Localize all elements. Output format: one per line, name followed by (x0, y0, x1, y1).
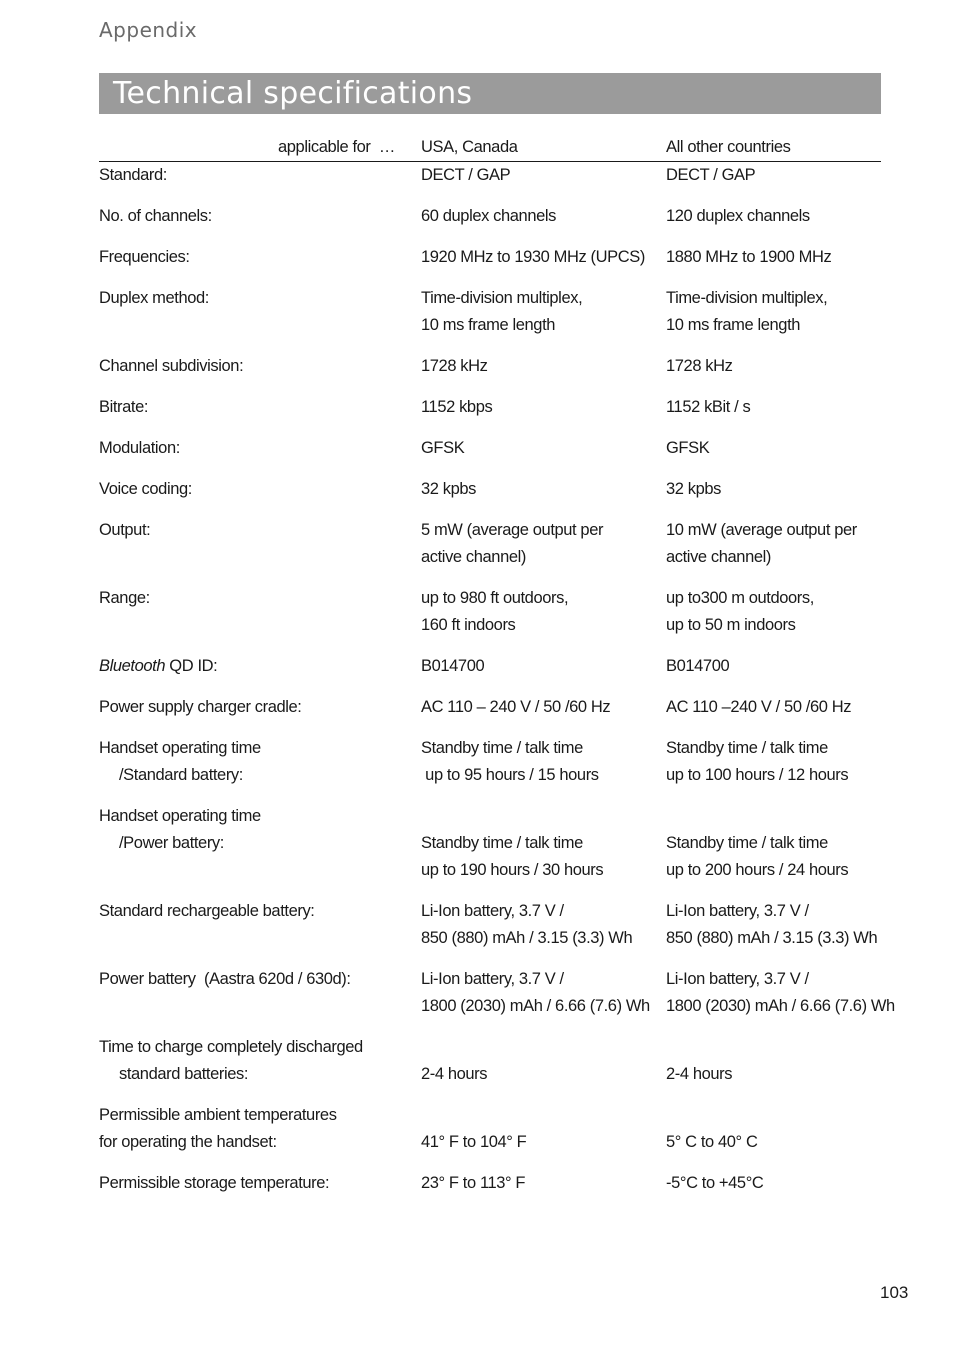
page-title: Technical specifications (113, 76, 473, 111)
spec-value-other: 120 duplex channels (666, 207, 810, 225)
spec-label: Time to charge completely discharged standard batteries: (99, 1038, 363, 1083)
table-header (99, 134, 881, 162)
spec-value-other: 32 kpbs (666, 480, 721, 498)
spec-label: Voice coding: (99, 480, 192, 498)
spec-value-usa: 60 duplex channels (421, 207, 556, 225)
spec-value-other: B014700 (666, 657, 730, 675)
spec-label: Standard: (99, 166, 167, 184)
table-row (99, 285, 881, 339)
table-row (99, 653, 881, 680)
spec-value-usa: 2-4 hours (421, 1065, 488, 1083)
table-row (99, 1170, 881, 1197)
spec-value-other: 1728 kHz (666, 357, 733, 375)
spec-value-other: Standby time / talk time up to 200 hours / 24 hours (666, 834, 849, 879)
spec-label: Range: (99, 589, 150, 607)
spec-label: Duplex method: (99, 289, 209, 307)
table-row (99, 966, 895, 1020)
spec-label: Permissible storage temperature: (99, 1174, 330, 1192)
spec-value-other: -5°C to +45°C (666, 1174, 764, 1192)
spec-label: Power supply charger cradle: (99, 698, 302, 716)
table-row (99, 898, 881, 952)
table-row (99, 244, 881, 271)
spec-value-usa: Time-division multiplex, 10 ms frame length (421, 289, 583, 334)
spec-value-usa: 1728 kHz (421, 357, 488, 375)
spec-value-other: Standby time / talk time up to 100 hours / 12 hours (666, 739, 849, 784)
spec-label: Bitrate: (99, 398, 149, 416)
spec-label: Handset operating time /Standard battery: (99, 739, 261, 784)
spec-value-other: Li-Ion battery, 3.7 V / 1800 (2030) mAh / 6.66 (7.6) Wh (666, 970, 895, 1015)
spec-value-usa: Standby time / talk time up to 190 hours / 30 hours (421, 834, 604, 879)
spec-label: Permissible ambient temperatures for operating the handset: (99, 1106, 337, 1151)
spec-value-usa: Li-Ion battery, 3.7 V / 850 (880) mAh / 3.15 (3.3) Wh (421, 902, 633, 947)
title-bar (99, 73, 881, 114)
spec-label: Channel subdivision: (99, 357, 244, 375)
spec-value-usa: 1920 MHz to 1930 MHz (UPCS) (421, 248, 645, 266)
spec-label: Modulation: (99, 439, 180, 457)
spec-value-other: 10 mW (average output per active channel) (666, 521, 857, 566)
table-row (99, 162, 881, 189)
spec-value-other: 2-4 hours (666, 1065, 733, 1083)
spec-value-usa: 1152 kbps (421, 398, 493, 416)
spec-label: No. of channels: (99, 207, 212, 225)
spec-value-other: 5° C to 40° C (666, 1133, 758, 1151)
table-row (99, 803, 881, 884)
spec-value-other: 1152 kBit / s (666, 398, 751, 416)
spec-label: Output: (99, 521, 151, 539)
table-row (99, 585, 881, 639)
table-row (99, 476, 881, 503)
spec-value-other: Time-division multiplex, 10 ms frame length (666, 289, 828, 334)
table-row (99, 435, 881, 462)
spec-value-usa: GFSK (421, 439, 465, 457)
table-row (99, 517, 881, 571)
table-row (99, 203, 881, 230)
spec-value-usa: B014700 (421, 657, 485, 675)
spec-label: Frequencies: (99, 248, 190, 266)
table-row (99, 694, 881, 721)
spec-value-usa: 32 kpbs (421, 480, 476, 498)
spec-label: Standard rechargeable battery: (99, 902, 315, 920)
spec-value-other: GFSK (666, 439, 710, 457)
page-number: 103 (880, 1283, 909, 1302)
spec-value-usa: up to 980 ft outdoors, 160 ft indoors (421, 589, 569, 634)
spec-value-usa: 5 mW (average output per active channel) (421, 521, 604, 566)
table-row (99, 1102, 881, 1156)
header-other-countries: All other countries (666, 138, 791, 156)
header-usa-canada: USA, Canada (421, 138, 518, 156)
spec-value-other: Li-Ion battery, 3.7 V / 850 (880) mAh / 3.15 (3.3) Wh (666, 902, 878, 947)
spec-label: Bluetooth QD ID: (99, 657, 218, 675)
spec-value-other: DECT / GAP (666, 166, 756, 184)
spec-value-other: AC 110 –240 V / 50 /60 Hz (666, 698, 852, 716)
spec-label: Power battery (Aastra 620d / 630d): (99, 970, 351, 988)
table-row (99, 1034, 881, 1088)
spec-value-usa: 23° F to 113° F (421, 1174, 526, 1192)
table-row (99, 394, 881, 421)
header-applicable-for: applicable for … (277, 138, 395, 156)
table-row (99, 353, 881, 380)
spec-value-usa: Standby time / talk time up to 95 hours / 15 hours (421, 739, 599, 784)
table-row (99, 735, 881, 789)
spec-value-other: up to300 m outdoors, up to 50 m indoors (666, 589, 814, 634)
spec-value-usa: AC 110 – 240 V / 50 /60 Hz (421, 698, 611, 716)
specifications-table (99, 134, 895, 1197)
spec-value-usa: DECT / GAP (421, 166, 511, 184)
spec-value-other: 1880 MHz to 1900 MHz (666, 248, 832, 266)
spec-label: Handset operating time /Power battery: (99, 807, 261, 852)
spec-value-usa: 41° F to 104° F (421, 1133, 527, 1151)
section-label: Appendix (99, 18, 198, 42)
spec-value-usa: Li-Ion battery, 3.7 V / 1800 (2030) mAh / 6.66 (7.6) Wh (421, 970, 650, 1015)
